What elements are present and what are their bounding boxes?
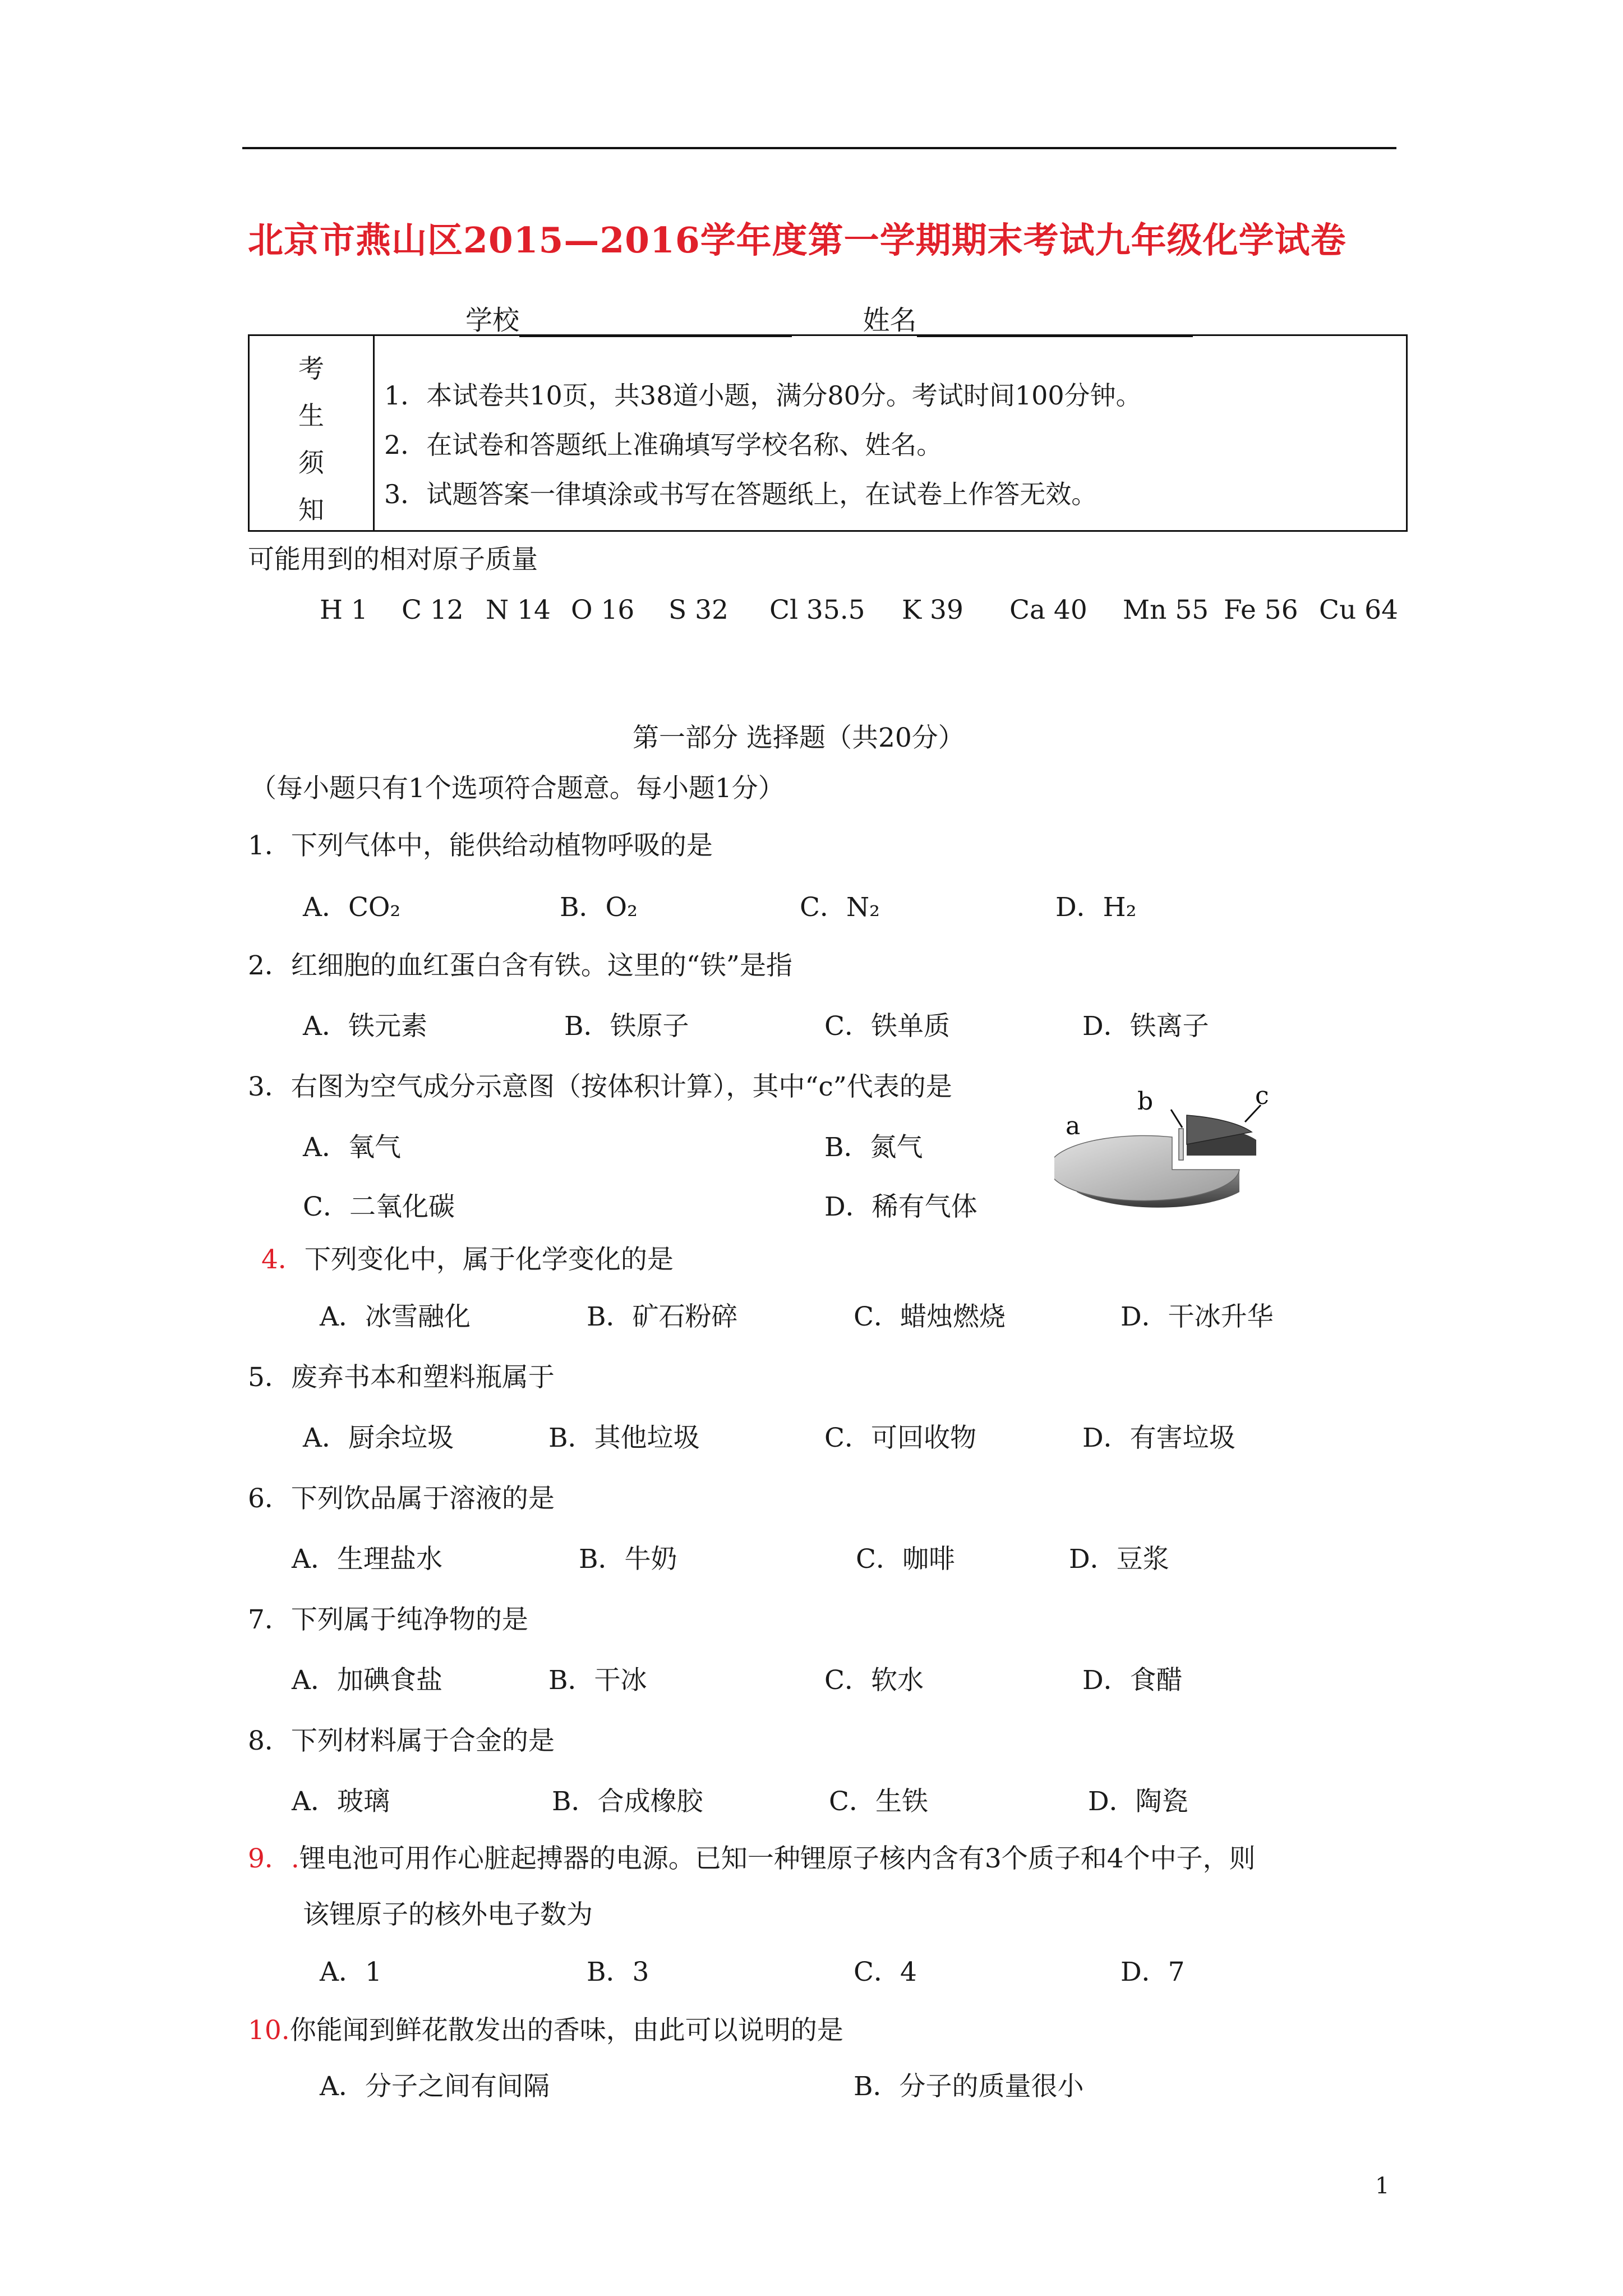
question-number: 7． — [248, 1604, 291, 1635]
atomic-mass: Cl 35.5 — [769, 595, 865, 625]
option[interactable]: A．铁元素 — [303, 1011, 427, 1042]
atomic-mass: Cu 64 — [1319, 595, 1398, 625]
option[interactable]: C．蜡烛燃烧 — [854, 1301, 1006, 1332]
question-9-continued: 该锂原子的核外电子数为 — [303, 1899, 593, 1930]
option[interactable]: A．加碘食盐 — [292, 1665, 442, 1696]
option[interactable]: D．干冰升华 — [1121, 1301, 1274, 1332]
option[interactable]: A．厨余垃圾 — [303, 1423, 454, 1453]
exam-notice-box — [248, 334, 1408, 532]
question-3 — [248, 1066, 952, 1103]
option[interactable]: B．分子的质量很小 — [854, 2071, 1084, 2102]
option[interactable]: D．陶瓷 — [1088, 1786, 1188, 1817]
option[interactable]: C．4 — [854, 1957, 917, 1987]
question-1 — [248, 825, 713, 862]
question-number: 6． — [248, 1483, 291, 1514]
option[interactable]: D．铁离子 — [1082, 1011, 1209, 1042]
notice-header-char: 知 — [298, 495, 324, 525]
question-number: 9．. — [248, 1843, 299, 1874]
atomic-mass: Mn 55 — [1123, 595, 1209, 625]
option[interactable]: B．合成橡胶 — [552, 1786, 703, 1817]
school-blank[interactable] — [519, 306, 792, 337]
option[interactable]: C．生铁 — [829, 1786, 928, 1817]
name-blank[interactable] — [917, 306, 1193, 337]
school-label: 学校 — [465, 305, 520, 336]
question-5 — [248, 1356, 555, 1394]
option[interactable]: B．铁原子 — [564, 1011, 689, 1042]
notice-header-char: 考 — [298, 353, 324, 384]
option[interactable]: C．可回收物 — [824, 1423, 976, 1453]
option[interactable]: A．玻璃 — [292, 1786, 390, 1817]
name-label: 姓名 — [863, 305, 917, 336]
question-8 — [248, 1720, 555, 1757]
question-10 — [248, 2009, 843, 2047]
option[interactable]: B．矿石粉碎 — [587, 1301, 738, 1332]
question-4 — [261, 1239, 674, 1276]
question-2 — [248, 945, 792, 982]
notice-header — [250, 336, 375, 530]
option[interactable]: D．稀有气体 — [824, 1191, 978, 1222]
pie-slice-b — [1179, 1129, 1183, 1160]
option[interactable]: A．冰雪融化 — [320, 1301, 471, 1332]
option[interactable]: B．O₂ — [560, 892, 638, 923]
option[interactable]: D．食醋 — [1082, 1665, 1183, 1696]
question-text: 红细胞的血红蛋白含有铁。这里的“铁”是指 — [291, 950, 792, 981]
option[interactable]: B．牛奶 — [579, 1544, 677, 1575]
question-9 — [248, 1838, 1256, 1875]
question-number: 3． — [248, 1071, 291, 1102]
question-text: 锂电池可用作心脏起搏器的电源。已知一种锂原子核内含有3个质子和4个中子，则 — [299, 1843, 1256, 1874]
question-text: 你能闻到鲜花散发出的香味，由此可以说明的是 — [289, 2015, 843, 2046]
option[interactable]: A．生理盐水 — [292, 1544, 442, 1575]
atomic-mass: N 14 — [486, 595, 551, 625]
option[interactable]: B．氮气 — [824, 1132, 923, 1163]
option[interactable]: D．豆浆 — [1069, 1544, 1169, 1575]
option[interactable]: B．干冰 — [548, 1665, 647, 1696]
atomic-mass: K 39 — [902, 595, 963, 625]
question-text: 下列材料属于合金的是 — [291, 1726, 555, 1756]
exam-title: 北京市燕山区2015—2016学年度第一学期期末考试九年级化学试卷 — [248, 219, 1347, 261]
section-title: 第一部分 选择题（共20分） — [633, 723, 965, 753]
question-text: 下列气体中，能供给动植物呼吸的是 — [291, 830, 713, 861]
school-name-row — [465, 298, 1193, 337]
pie-label-a: a — [1066, 1112, 1081, 1140]
notice-item: 1．本试卷共10页，共38道小题，满分80分。考试时间100分钟。 — [384, 380, 1142, 411]
option[interactable]: C．二氧化碳 — [303, 1191, 455, 1222]
option[interactable]: A．氧气 — [303, 1132, 401, 1163]
option[interactable]: A．分子之间有间隔 — [320, 2071, 550, 2102]
atomic-masses-label: 可能用到的相对原子质量 — [248, 544, 538, 575]
section-note: （每小题只有1个选项符合题意。每小题1分） — [250, 773, 785, 804]
atomic-mass: O 16 — [571, 595, 635, 625]
option[interactable]: C．铁单质 — [824, 1011, 950, 1042]
option[interactable]: B．其他垃圾 — [548, 1423, 700, 1453]
leader-line-b — [1171, 1110, 1182, 1128]
question-text: 下列属于纯净物的是 — [291, 1604, 528, 1635]
notice-item: 3．试题答案一律填涂或书写在答题纸上，在试卷上作答无效。 — [384, 479, 1098, 509]
pie-label-c: c — [1255, 1088, 1269, 1110]
question-number: 2． — [248, 950, 291, 981]
notice-item: 2．在试卷和答题纸上准确填写学校名称、姓名。 — [384, 430, 943, 460]
option[interactable]: D．有害垃圾 — [1082, 1423, 1235, 1453]
atomic-mass: Fe 56 — [1224, 595, 1298, 625]
atomic-mass: H 1 — [320, 595, 368, 625]
air-composition-pie-figure — [1054, 1088, 1290, 1234]
question-number: 5． — [248, 1362, 291, 1393]
question-text: 废弃书本和塑料瓶属于 — [291, 1362, 555, 1393]
question-text: 下列变化中，属于化学变化的是 — [304, 1244, 674, 1275]
option[interactable]: B．3 — [587, 1957, 649, 1987]
question-number: 4． — [261, 1244, 305, 1275]
question-number: 8． — [248, 1726, 291, 1756]
option[interactable]: D．7 — [1121, 1957, 1185, 1987]
question-number: 1． — [248, 830, 291, 861]
option[interactable]: C．软水 — [824, 1665, 924, 1696]
pie-label-b: b — [1137, 1088, 1154, 1116]
notice-header-char: 生 — [298, 401, 324, 431]
question-text: 下列饮品属于溶液的是 — [291, 1483, 555, 1514]
option[interactable]: D．H₂ — [1055, 892, 1137, 923]
option[interactable]: C．咖啡 — [856, 1544, 955, 1575]
question-text: 右图为空气成分示意图（按体积计算），其中“c”代表的是 — [291, 1071, 952, 1102]
option[interactable]: C．N₂ — [800, 892, 880, 923]
atomic-mass: S 32 — [668, 595, 728, 625]
question-number: 10. — [248, 2015, 290, 2046]
question-7 — [248, 1599, 528, 1636]
notice-header-char: 须 — [298, 448, 324, 478]
option[interactable]: A．CO₂ — [303, 892, 401, 923]
option[interactable]: A．1 — [320, 1957, 382, 1987]
page-number: 1 — [1375, 2173, 1390, 2199]
top-rule — [242, 147, 1396, 149]
atomic-mass: Ca 40 — [1009, 595, 1087, 625]
question-6 — [248, 1478, 555, 1515]
atomic-mass: C 12 — [402, 595, 464, 625]
